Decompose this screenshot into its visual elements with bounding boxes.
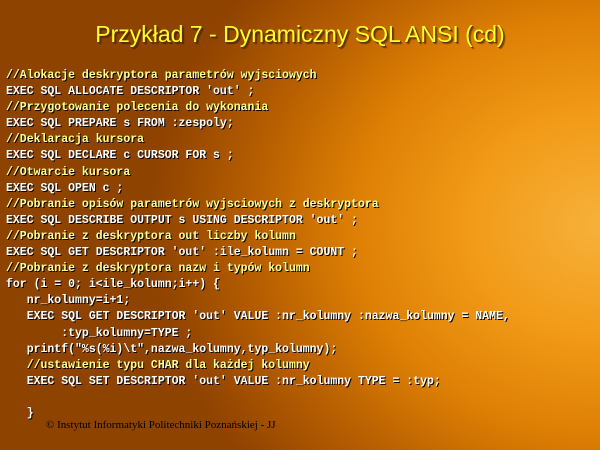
code-line: nr_kolumny=i+1; [6,294,131,308]
code-comment-line: //Pobranie opisów parametrów wyjsciowych z deskryptora [6,197,379,211]
code-line: EXEC SQL DESCRIBE OUTPUT s USING DESCRIPTOR 'out' ; [6,213,358,227]
code-comment-line: //Alokacje deskryptora parametrów wyjsciowych [6,69,317,82]
code-comment-line: //Otwarcie kursora [6,165,131,179]
code-comment-line: //Pobranie z deskryptora nazw i typów kolumn [6,262,310,276]
code-block [6,68,596,422]
code-line: EXEC SQL GET DESCRIPTOR 'out' :ile_kolumn = COUNT ; [6,246,358,260]
slide-title: Przykład 7 - Dynamiczny SQL ANSI (cd) [95,21,505,47]
code-line: :typ_kolumny=TYPE ; [6,326,193,340]
code-comment-line: //Deklaracja kursora [6,133,145,147]
code-line: } [6,406,34,420]
code-line: for (i = 0; i<ile_kolumn;i++) { [6,278,220,292]
code-line: printf("%s(%i)\t",nazwa_kolumny,typ_kolumny); [6,342,338,356]
code-line: EXEC SQL PREPARE s FROM :zespoly; [6,117,234,131]
code-comment-line: //ustawienie typu CHAR dla każdej kolumny [6,358,310,372]
code-line: EXEC SQL OPEN c ; [6,181,124,195]
code-line: EXEC SQL GET DESCRIPTOR 'out' VALUE :nr_kolumny :nazwa_kolumny = NAME, [6,310,510,324]
code-comment-line: //Pobranie z deskryptora out liczby kolumn [6,229,296,243]
code-comment-line: //Przygotowanie polecenia do wykonania [6,101,269,115]
slide-footer: © Instytut Informatyki Politechniki Poznańskiej - JJ [46,419,276,431]
code-line: EXEC SQL DECLARE c CURSOR FOR s ; [6,149,234,163]
code-line: EXEC SQL SET DESCRIPTOR 'out' VALUE :nr_kolumny TYPE = :typ; [6,374,441,388]
code-line [6,390,596,406]
code-line: EXEC SQL ALLOCATE DESCRIPTOR 'out' ; [6,85,255,99]
